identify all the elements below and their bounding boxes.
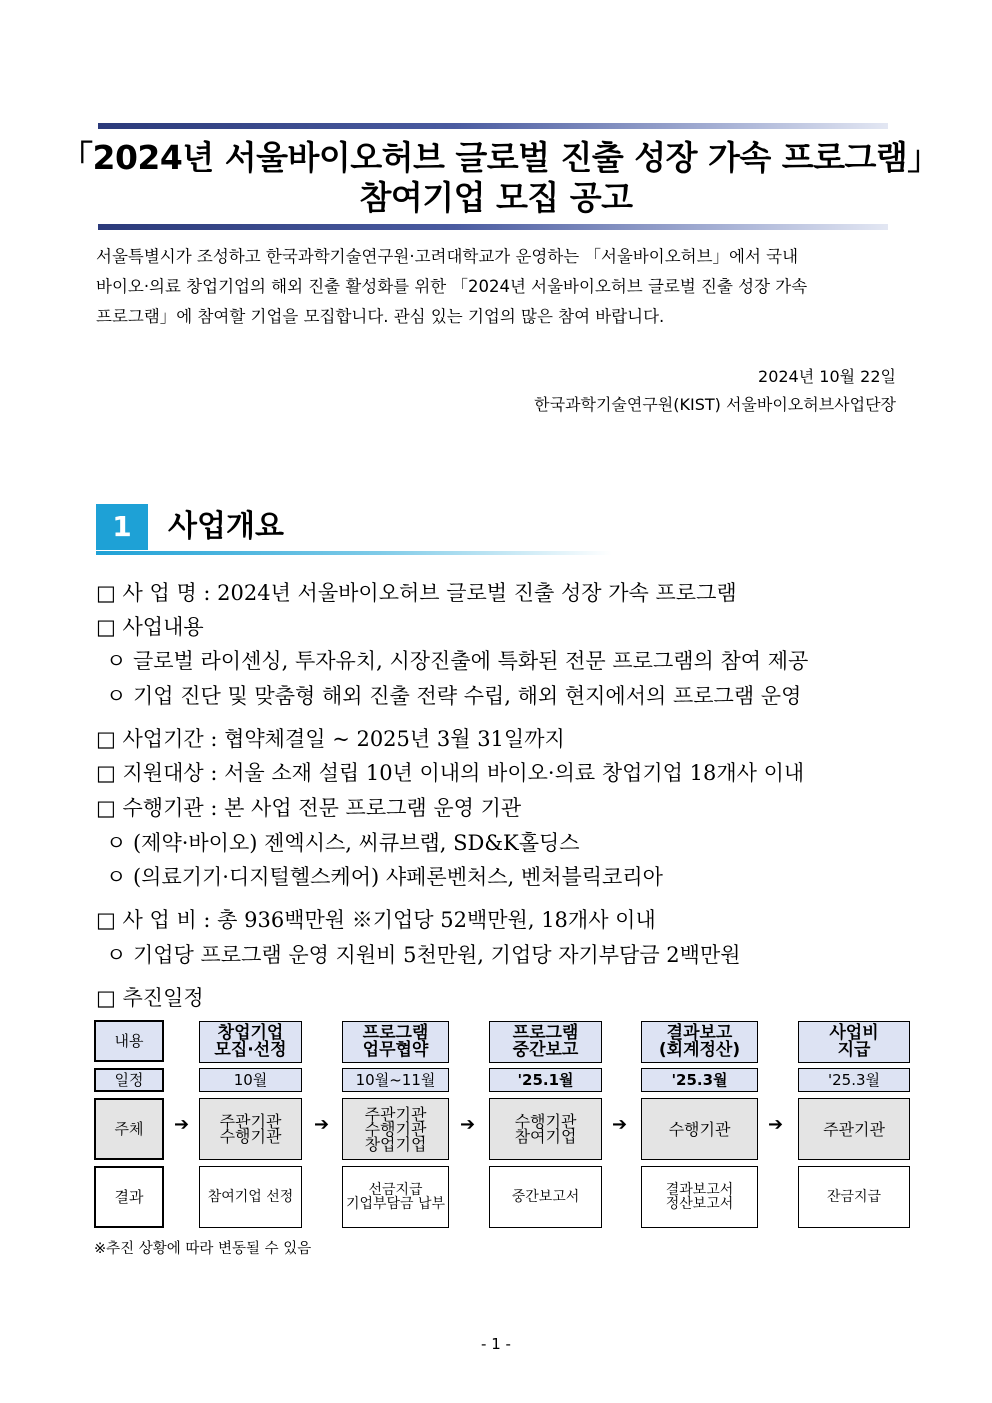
item-support-target: □ 지원대상 : 서울 소재 설립 10년 이내의 바이오·의료 창업기업 18개사 이내 [96,761,805,785]
row-label-period: 일정 [94,1068,164,1092]
arrow-right-icon: ➔ [460,1114,476,1135]
step-result: 선금지급 기업부담금 납부 [342,1166,449,1228]
row-label-actor: 주체 [94,1098,164,1160]
arrow-right-icon: ➔ [314,1114,330,1135]
intro-line: 바이오·의료 창업기업의 해외 진출 활성화를 위한 「2024년 서울바이오허브 글로벌 진출 성장 가속 [96,277,808,296]
step-actor: 주관기관 수행기관 [199,1098,302,1160]
row-label-result: 결과 [94,1166,164,1228]
step-period: 10월~11월 [342,1068,449,1092]
sub-item: ㅇ (의료기기·디지털헬스케어) 샤페론벤처스, 벤처블릭코리아 [106,865,663,889]
sub-item: ㅇ 기업 진단 및 맞춤형 해외 진출 전략 수립, 해외 현지에서의 프로그램 운영 [106,684,802,708]
page-number: - 1 - [481,1335,511,1353]
title-top-bar [98,123,888,129]
step-result: 중간보고서 [489,1166,602,1228]
item-business-period: □ 사업기간 : 협약체결일 ~ 2025년 3월 31일까지 [96,727,565,751]
step-content: 창업기업 모집·선정 [199,1021,302,1063]
item-budget: □ 사 업 비 : 총 936백만원 ※기업당 52백만원, 18개사 이내 [96,908,656,932]
step-period: '25.3월 [798,1068,910,1092]
arrow-right-icon: ➔ [612,1114,628,1135]
sub-item: ㅇ 기업당 프로그램 운영 지원비 5천만원, 기업당 자기부담금 2백만원 [106,943,741,967]
announcement-date: 2024년 10월 22일 [758,367,896,386]
title-line-1: 「2024년 서울바이오허브 글로벌 진출 성장 가속 프로그램」 [60,138,940,177]
step-result: 결과보고서 정산보고서 [641,1166,758,1228]
intro-paragraph [96,242,898,332]
step-actor: 수행기관 [641,1098,758,1160]
section-underline [96,551,612,555]
title-bottom-bar [98,224,888,230]
step-content: 프로그램 중간보고 [489,1021,602,1063]
item-business-name: □ 사 업 명 : 2024년 서울바이오허브 글로벌 진출 성장 가속 프로그램 [96,581,737,605]
step-content: 사업비 지급 [798,1021,910,1063]
step-content: 결과보고 (회계정산) [641,1021,758,1063]
item-business-content: □ 사업내용 [96,615,204,639]
section-title: 사업개요 [168,509,284,544]
sub-item: ㅇ 글로벌 라이센싱, 투자유치, 시장진출에 특화된 전문 프로그램의 참여 제공 [106,649,809,673]
step-period: '25.3월 [641,1068,758,1092]
step-actor: 수행기관 참여기업 [489,1098,602,1160]
row-label-content: 내용 [94,1020,164,1062]
intro-line: 프로그램」에 참여할 기업을 모집합니다. 관심 있는 기업의 많은 참여 바랍니다. [96,307,665,326]
sub-item: ㅇ (제약·바이오) 젠엑시스, 씨큐브랩, SD&K홀딩스 [106,831,580,855]
step-actor: 주관기관 [798,1098,910,1160]
step-result: 참여기업 선정 [199,1166,302,1228]
title-line-2: 참여기업 모집 공고 [359,178,633,217]
step-actor: 주관기관 수행기관 창업기업 [342,1098,449,1160]
intro-line: 서울특별시가 조성하고 한국과학기술연구원·고려대학교가 운영하는 「서울바이오허브」에서 국내 [96,247,799,266]
arrow-right-icon: ➔ [768,1114,784,1135]
arrow-right-icon: ➔ [174,1114,190,1135]
section-number: 1 [96,504,148,550]
schedule-note: ※추진 상황에 따라 변동될 수 있음 [94,1241,312,1257]
item-schedule: □ 추진일정 [96,986,204,1010]
item-operators: □ 수행기관 : 본 사업 전문 프로그램 운영 기관 [96,796,522,820]
issuer: 한국과학기술연구원(KIST) 서울바이오허브사업단장 [534,395,896,414]
step-period: '25.1월 [489,1068,602,1092]
step-period: 10월 [199,1068,302,1092]
step-content: 프로그램 업무협약 [342,1021,449,1063]
step-result: 잔금지급 [798,1166,910,1228]
